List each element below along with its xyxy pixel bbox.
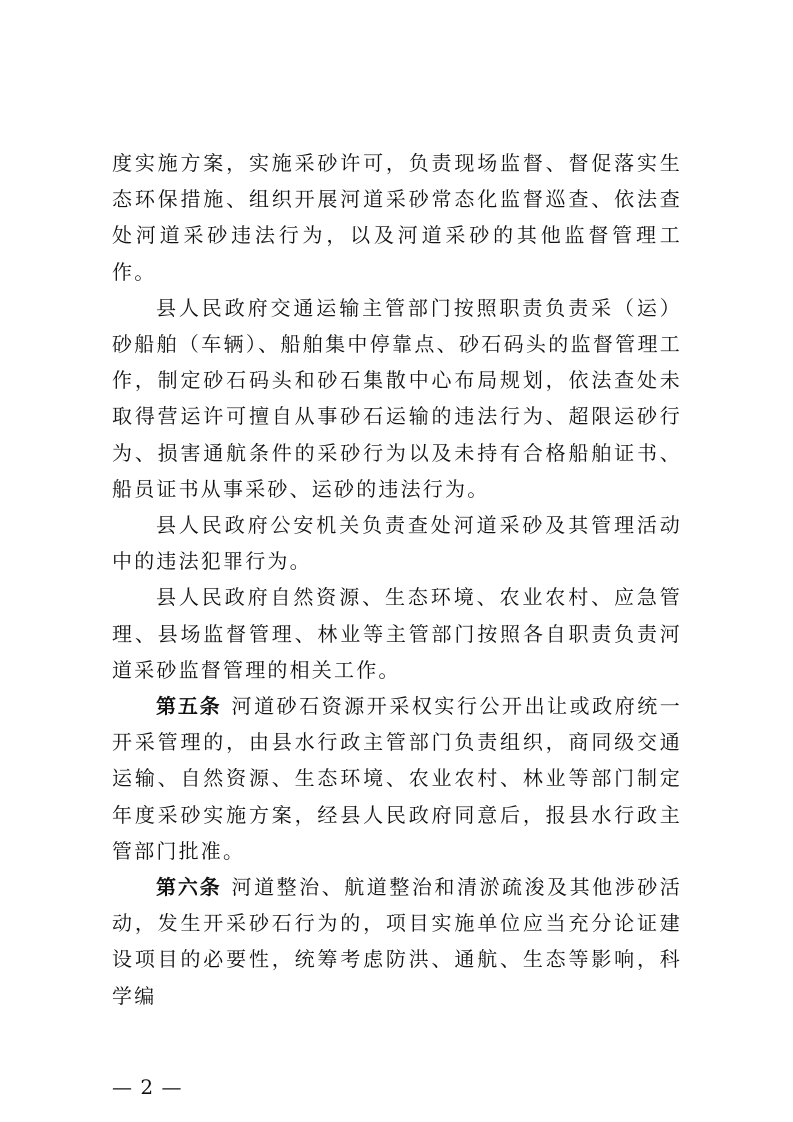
paragraph-continued: [112, 145, 682, 290]
paragraph-transport-department: [112, 290, 682, 507]
paragraph-other-departments: [112, 579, 682, 688]
article-text: 河道整治、航道整治和清淤疏浚及其他涉砂活动，发生开采砂石行为的，项目实施单位应当充分论证建设项目的必要性，统筹考虑防洪、通航、生态等影响，科学编: [112, 875, 683, 1008]
paragraph-text: 县人民政府交通运输主管部门按照职责负责采（运）砂船舶（车辆）、船舶集中停靠点、砂石码头的监督管理工作，制定砂石码头和砂石集散中心布局规划，依法查处未取得营运许可擅自从事砂石运输的违法行为、超限运砂行为、损害通航条件的采砂行为以及未持有合格船舶证书、船员证书从事采砂、运砂的违法行为。: [112, 295, 682, 501]
article-heading: 第五条: [156, 694, 222, 719]
document-body: [112, 145, 682, 1014]
article-5: [112, 688, 682, 869]
page-number: — 2 —: [112, 1075, 183, 1099]
paragraph-text: 度实施方案，实施采砂许可，负责现场监督、督促落实生态环保措施、组织开展河道采砂常态化监督巡查、依法查处河道采砂违法行为，以及河道采砂的其他监督管理工作。: [112, 151, 682, 284]
article-6: [112, 869, 682, 1014]
paragraph-text: 县人民政府自然资源、生态环境、农业农村、应急管理、县场监督管理、林业等主管部门按照各自职责负责河道采砂监督管理的相关工作。: [112, 585, 682, 682]
article-text: 河道砂石资源开采权实行公开出让或政府统一开采管理的，由县水行政主管部门负责组织，商同级交通运输、自然资源、生态环境、农业农村、林业等部门制定年度采砂实施方案，经县人民政府同意后，报县水行政主管部门批准。: [112, 694, 683, 863]
paragraph-text: 县人民政府公安机关负责查处河道采砂及其管理活动中的违法犯罪行为。: [112, 513, 682, 574]
article-heading: 第六条: [156, 875, 222, 900]
paragraph-public-security: [112, 507, 682, 579]
